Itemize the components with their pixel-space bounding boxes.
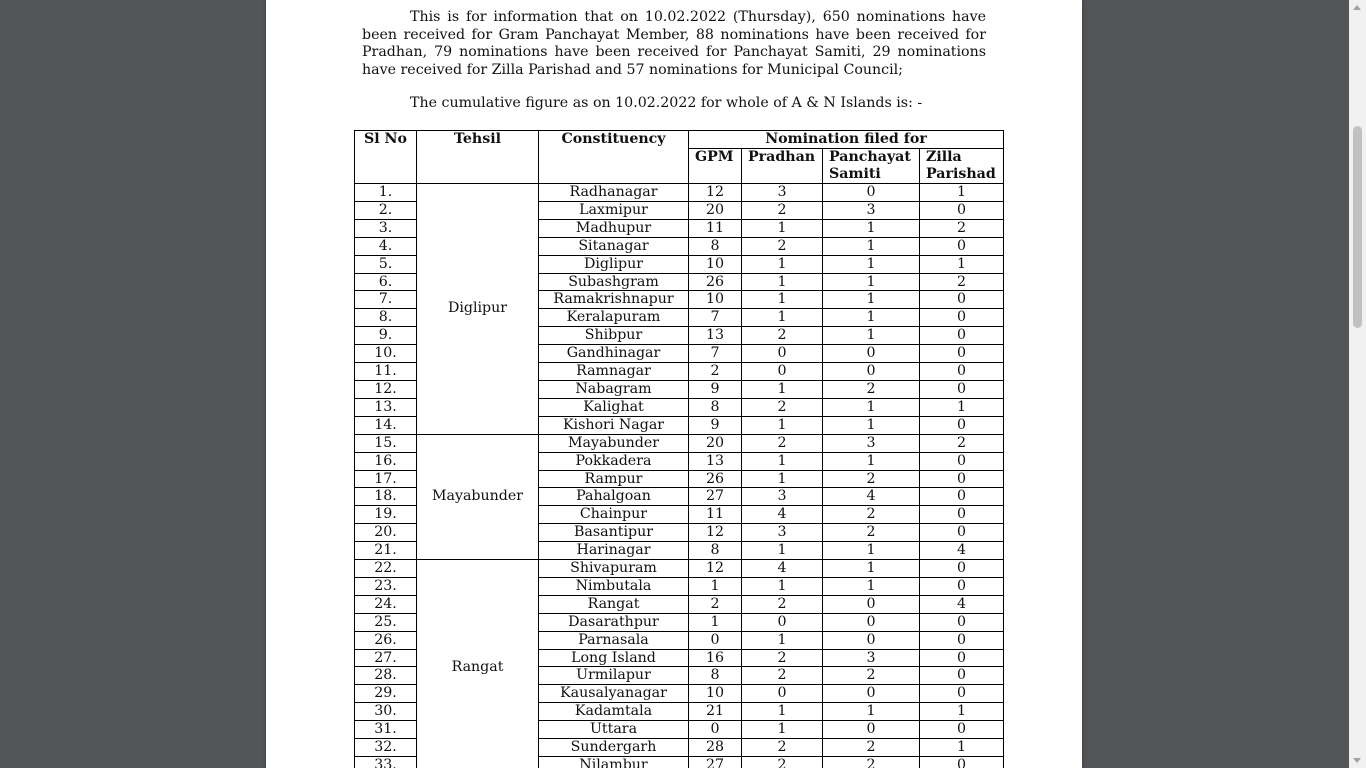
cell-zilla-parishad: 4: [920, 542, 1004, 560]
cell-panchayat-samiti: 1: [823, 560, 920, 578]
cell-gpm: 10: [689, 685, 742, 703]
cell-constituency: Keralapuram: [539, 309, 689, 327]
header-gpm: GPM: [689, 149, 742, 184]
cell-zilla-parishad: 0: [920, 560, 1004, 578]
cell-gpm: 12: [689, 524, 742, 542]
cell-sl-no: 16.: [355, 452, 417, 470]
cell-zilla-parishad: 2: [920, 273, 1004, 291]
cell-panchayat-samiti: 1: [823, 219, 920, 237]
cell-panchayat-samiti: 1: [823, 237, 920, 255]
cell-panchayat-samiti: 3: [823, 201, 920, 219]
cell-gpm: 9: [689, 380, 742, 398]
cell-gpm: 26: [689, 470, 742, 488]
header-tehsil: Tehsil: [417, 131, 539, 184]
cell-zilla-parishad: 0: [920, 631, 1004, 649]
cell-constituency: Nilambur: [539, 757, 689, 768]
cell-zilla-parishad: 2: [920, 434, 1004, 452]
cell-panchayat-samiti: 1: [823, 291, 920, 309]
cell-sl-no: 25.: [355, 613, 417, 631]
cell-zilla-parishad: 0: [920, 577, 1004, 595]
cell-pradhan: 2: [742, 237, 823, 255]
cell-gpm: 20: [689, 434, 742, 452]
cell-constituency: Rampur: [539, 470, 689, 488]
cell-pradhan: 2: [742, 327, 823, 345]
header-zilla-parishad: [920, 149, 1004, 184]
cell-sl-no: 4.: [355, 237, 417, 255]
cell-sl-no: 5.: [355, 255, 417, 273]
cell-sl-no: 18.: [355, 488, 417, 506]
cell-zilla-parishad: 1: [920, 398, 1004, 416]
cell-constituency: Dasarathpur: [539, 613, 689, 631]
cell-pradhan: 0: [742, 363, 823, 381]
cell-constituency: Uttara: [539, 721, 689, 739]
cell-pradhan: 2: [742, 649, 823, 667]
cell-pradhan: 0: [742, 345, 823, 363]
cell-gpm: 11: [689, 506, 742, 524]
cell-zilla-parishad: 4: [920, 595, 1004, 613]
cell-constituency: Kishori Nagar: [539, 416, 689, 434]
cell-sl-no: 3.: [355, 219, 417, 237]
cell-gpm: 16: [689, 649, 742, 667]
cell-constituency: Kadamtala: [539, 703, 689, 721]
cell-pradhan: 1: [742, 219, 823, 237]
cell-gpm: 8: [689, 667, 742, 685]
cell-gpm: 9: [689, 416, 742, 434]
cell-pradhan: 1: [742, 703, 823, 721]
cell-pradhan: 2: [742, 757, 823, 768]
cell-gpm: 0: [689, 631, 742, 649]
cell-gpm: 28: [689, 739, 742, 757]
cell-gpm: 20: [689, 201, 742, 219]
cell-gpm: 7: [689, 345, 742, 363]
cell-panchayat-samiti: 0: [823, 685, 920, 703]
cell-constituency: Harinagar: [539, 542, 689, 560]
cell-constituency: Mayabunder: [539, 434, 689, 452]
cell-pradhan: 4: [742, 506, 823, 524]
cell-sl-no: 26.: [355, 631, 417, 649]
cell-panchayat-samiti: 1: [823, 416, 920, 434]
cell-constituency: Basantipur: [539, 524, 689, 542]
cell-sl-no: 12.: [355, 380, 417, 398]
cell-constituency: Pahalgoan: [539, 488, 689, 506]
cell-sl-no: 8.: [355, 309, 417, 327]
cell-zilla-parishad: 0: [920, 757, 1004, 768]
cell-gpm: 7: [689, 309, 742, 327]
cumulative-line: The cumulative figure as on 10.02.2022 for whole of A & N Islands is: -: [410, 95, 923, 111]
cell-sl-no: 17.: [355, 470, 417, 488]
cell-gpm: 12: [689, 184, 742, 202]
cell-constituency: Shivapuram: [539, 560, 689, 578]
cell-pradhan: 3: [742, 184, 823, 202]
cell-panchayat-samiti: 1: [823, 255, 920, 273]
cell-panchayat-samiti: 1: [823, 542, 920, 560]
cell-panchayat-samiti: 1: [823, 577, 920, 595]
cell-pradhan: 2: [742, 398, 823, 416]
cell-sl-no: 30.: [355, 703, 417, 721]
cell-gpm: 10: [689, 291, 742, 309]
intro-paragraph: This is for information that on 10.02.2022 (Thursday), 650 nominations have been received for Gram Panchayat Member, 88 nominations have been received for Pradhan, 79 nominations have been received for Panchayat Samiti, 29 nominations have received for Zilla Parishad and 57 nominations for Municipal Council;: [362, 9, 986, 78]
vertical-scrollbar[interactable]: [1349, 0, 1366, 768]
cell-zilla-parishad: 0: [920, 309, 1004, 327]
cell-gpm: 0: [689, 721, 742, 739]
cell-pradhan: 1: [742, 255, 823, 273]
cell-gpm: 11: [689, 219, 742, 237]
cell-panchayat-samiti: 3: [823, 649, 920, 667]
cell-panchayat-samiti: 0: [823, 345, 920, 363]
cell-gpm: 1: [689, 577, 742, 595]
cell-constituency: Ramnagar: [539, 363, 689, 381]
cell-zilla-parishad: 0: [920, 345, 1004, 363]
cell-pradhan: 4: [742, 560, 823, 578]
cell-zilla-parishad: 2: [920, 219, 1004, 237]
cell-zilla-parishad: 0: [920, 506, 1004, 524]
cell-gpm: 2: [689, 363, 742, 381]
cell-pradhan: 1: [742, 577, 823, 595]
header-panchayat-samiti-line1: Panchayat: [829, 149, 911, 165]
header-pradhan: Pradhan: [742, 149, 823, 184]
cell-panchayat-samiti: 0: [823, 595, 920, 613]
cell-constituency: Nimbutala: [539, 577, 689, 595]
cell-panchayat-samiti: 1: [823, 703, 920, 721]
cell-constituency: Madhupur: [539, 219, 689, 237]
cell-sl-no: 28.: [355, 667, 417, 685]
nomination-table: [354, 130, 1004, 768]
cell-panchayat-samiti: 2: [823, 524, 920, 542]
cell-sl-no: 15.: [355, 434, 417, 452]
cell-zilla-parishad: 1: [920, 184, 1004, 202]
cell-zilla-parishad: 0: [920, 470, 1004, 488]
cell-gpm: 12: [689, 560, 742, 578]
cell-sl-no: 19.: [355, 506, 417, 524]
cell-gpm: 27: [689, 757, 742, 768]
cell-gpm: 8: [689, 237, 742, 255]
cell-gpm: 27: [689, 488, 742, 506]
cell-pradhan: 1: [742, 452, 823, 470]
cell-pradhan: 2: [742, 201, 823, 219]
cell-sl-no: 32.: [355, 739, 417, 757]
cell-zilla-parishad: 0: [920, 613, 1004, 631]
cell-zilla-parishad: 0: [920, 363, 1004, 381]
cell-pradhan: 1: [742, 291, 823, 309]
header-sl-no: Sl No: [355, 131, 417, 184]
cell-zilla-parishad: 0: [920, 201, 1004, 219]
cell-constituency: Pokkadera: [539, 452, 689, 470]
cell-sl-no: 6.: [355, 273, 417, 291]
cell-sl-no: 24.: [355, 595, 417, 613]
cell-constituency: Sitanagar: [539, 237, 689, 255]
cell-panchayat-samiti: 1: [823, 273, 920, 291]
cell-panchayat-samiti: 1: [823, 398, 920, 416]
cell-pradhan: 1: [742, 380, 823, 398]
cell-constituency: Long Island: [539, 649, 689, 667]
cell-panchayat-samiti: 1: [823, 309, 920, 327]
cell-constituency: Urmilapur: [539, 667, 689, 685]
cell-panchayat-samiti: 2: [823, 380, 920, 398]
cell-gpm: 1: [689, 613, 742, 631]
cell-sl-no: 13.: [355, 398, 417, 416]
cell-sl-no: 1.: [355, 184, 417, 202]
cell-sl-no: 21.: [355, 542, 417, 560]
cell-zilla-parishad: 1: [920, 703, 1004, 721]
document-page: [266, 0, 1082, 768]
cell-gpm: 8: [689, 398, 742, 416]
scroll-thumb[interactable]: [1353, 126, 1362, 328]
scroll-up-arrow-icon[interactable]: [1353, 5, 1361, 10]
header-nomination-group: Nomination filed for: [689, 131, 1004, 149]
cell-gpm: 21: [689, 703, 742, 721]
cell-zilla-parishad: 0: [920, 488, 1004, 506]
cell-panchayat-samiti: 0: [823, 184, 920, 202]
cell-pradhan: 1: [742, 309, 823, 327]
cell-panchayat-samiti: 2: [823, 667, 920, 685]
cell-pradhan: 0: [742, 685, 823, 703]
cell-gpm: 8: [689, 542, 742, 560]
cell-constituency: Rangat: [539, 595, 689, 613]
cell-constituency: Laxmipur: [539, 201, 689, 219]
cell-pradhan: 1: [742, 273, 823, 291]
cell-panchayat-samiti: 0: [823, 721, 920, 739]
cell-sl-no: 29.: [355, 685, 417, 703]
cell-sl-no: 10.: [355, 345, 417, 363]
cell-constituency: Kausalyanagar: [539, 685, 689, 703]
cell-zilla-parishad: 0: [920, 416, 1004, 434]
cell-zilla-parishad: 0: [920, 721, 1004, 739]
cell-constituency: Kalighat: [539, 398, 689, 416]
cell-zilla-parishad: 0: [920, 452, 1004, 470]
cell-sl-no: 2.: [355, 201, 417, 219]
cell-pradhan: 1: [742, 542, 823, 560]
cell-constituency: Subashgram: [539, 273, 689, 291]
cell-constituency: Sundergarh: [539, 739, 689, 757]
cell-gpm: 10: [689, 255, 742, 273]
cell-constituency: Ramakrishnapur: [539, 291, 689, 309]
cell-constituency: Nabagram: [539, 380, 689, 398]
cell-gpm: 26: [689, 273, 742, 291]
cell-zilla-parishad: 0: [920, 380, 1004, 398]
table-body: [355, 184, 1004, 768]
cell-zilla-parishad: 0: [920, 649, 1004, 667]
cell-gpm: 13: [689, 452, 742, 470]
cell-constituency: Shibpur: [539, 327, 689, 345]
cell-pradhan: 1: [742, 631, 823, 649]
cell-sl-no: 20.: [355, 524, 417, 542]
cell-pradhan: 2: [742, 667, 823, 685]
cell-panchayat-samiti: 2: [823, 739, 920, 757]
header-zilla-parishad-line2: Parishad: [926, 166, 996, 182]
cell-panchayat-samiti: 0: [823, 631, 920, 649]
cell-panchayat-samiti: 2: [823, 506, 920, 524]
cell-tehsil: Mayabunder: [417, 434, 539, 559]
cell-zilla-parishad: 0: [920, 685, 1004, 703]
cell-panchayat-samiti: 1: [823, 452, 920, 470]
cell-zilla-parishad: 0: [920, 327, 1004, 345]
cell-sl-no: 9.: [355, 327, 417, 345]
cell-sl-no: 11.: [355, 363, 417, 381]
cell-sl-no: 23.: [355, 577, 417, 595]
table-row: [355, 560, 1004, 578]
header-zilla-parishad-line1: Zilla: [926, 149, 962, 165]
cell-pradhan: 1: [742, 470, 823, 488]
cell-zilla-parishad: 0: [920, 667, 1004, 685]
cell-panchayat-samiti: 2: [823, 757, 920, 768]
cell-constituency: Radhanagar: [539, 184, 689, 202]
cell-panchayat-samiti: 0: [823, 363, 920, 381]
cell-pradhan: 3: [742, 488, 823, 506]
cell-panchayat-samiti: 1: [823, 327, 920, 345]
cell-constituency: Gandhinagar: [539, 345, 689, 363]
cell-constituency: Parnasala: [539, 631, 689, 649]
cell-zilla-parishad: 0: [920, 291, 1004, 309]
cell-constituency: Chainpur: [539, 506, 689, 524]
header-panchayat-samiti: [823, 149, 920, 184]
table-row: [355, 184, 1004, 202]
cell-constituency: Diglipur: [539, 255, 689, 273]
cell-zilla-parishad: 0: [920, 524, 1004, 542]
cell-pradhan: 2: [742, 739, 823, 757]
cell-zilla-parishad: 1: [920, 255, 1004, 273]
cell-zilla-parishad: 1: [920, 739, 1004, 757]
cell-pradhan: 1: [742, 721, 823, 739]
cell-pradhan: 2: [742, 595, 823, 613]
cell-sl-no: 31.: [355, 721, 417, 739]
cell-sl-no: 7.: [355, 291, 417, 309]
cell-pradhan: 3: [742, 524, 823, 542]
cell-sl-no: 14.: [355, 416, 417, 434]
cell-panchayat-samiti: 3: [823, 434, 920, 452]
cell-sl-no: 22.: [355, 560, 417, 578]
cell-pradhan: 0: [742, 613, 823, 631]
cell-sl-no: 33.: [355, 757, 417, 768]
header-constituency: Constituency: [539, 131, 689, 184]
cell-pradhan: 2: [742, 434, 823, 452]
cell-zilla-parishad: 0: [920, 237, 1004, 255]
scroll-down-arrow-icon[interactable]: [1353, 758, 1361, 763]
cell-tehsil: Rangat: [417, 560, 539, 768]
cell-gpm: 2: [689, 595, 742, 613]
cell-sl-no: 27.: [355, 649, 417, 667]
table-row: [355, 434, 1004, 452]
cell-panchayat-samiti: 0: [823, 613, 920, 631]
cell-panchayat-samiti: 4: [823, 488, 920, 506]
cell-pradhan: 1: [742, 416, 823, 434]
cell-gpm: 13: [689, 327, 742, 345]
cell-panchayat-samiti: 2: [823, 470, 920, 488]
header-panchayat-samiti-line2: Samiti: [829, 166, 881, 182]
cell-tehsil: Diglipur: [417, 184, 539, 435]
